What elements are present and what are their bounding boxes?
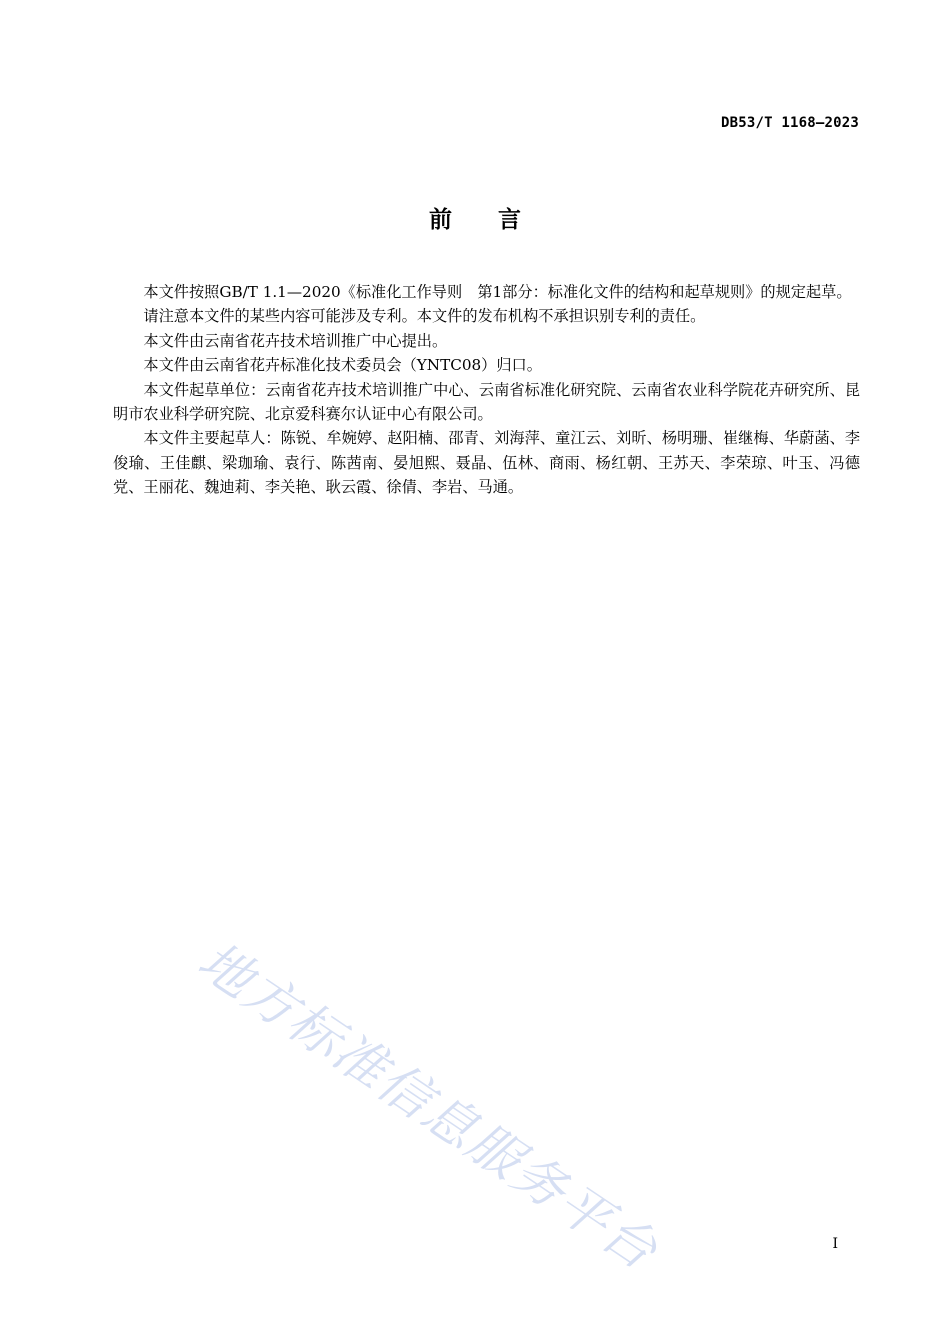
paragraph-drafters: 本文件主要起草人：陈锐、牟婉婷、赵阳楠、邵青、刘海萍、童江云、刘昕、杨明珊、崔继梅、华蔚菡、李俊瑜、王佳麒、梁珈瑜、袁行、陈茜南、晏旭熙、聂晶、伍林、商雨、杨红朝、王苏天、李荣琼、叶玉、冯德党、王丽花、魏迪莉、李关艳、耿云霞、徐倩、李岩、马通。 xyxy=(113,429,860,497)
paragraph-drafting-rules: 本文件按照GB/T 1.1—2020《标准化工作导则 第1部分：标准化文件的结构和起草规则》的规定起草。 xyxy=(143,283,852,301)
title-char-1: 前 xyxy=(429,207,452,233)
paragraph-committee: 本文件由云南省花卉标准化技术委员会（YNTC08）归口。 xyxy=(143,356,542,375)
page-title xyxy=(0,201,950,234)
watermark: 地方标准信息服务平台 xyxy=(187,930,669,1283)
page-number: I xyxy=(832,1236,838,1252)
foreword-body xyxy=(113,280,860,500)
title-char-2: 言 xyxy=(498,207,521,233)
document-code: DB53/T 1168—2023 xyxy=(720,115,859,131)
paragraph-patent-notice: 请注意本文件的某些内容可能涉及专利。本文件的发布机构不承担识别专利的责任。 xyxy=(143,307,706,326)
paragraph-proposer: 本文件由云南省花卉技术培训推广中心提出。 xyxy=(143,331,448,350)
paragraph-drafting-units: 本文件起草单位：云南省花卉技术培训推广中心、云南省标准化研究院、云南省农业科学院花卉研究所、昆明市农业科学研究院、北京爱科赛尔认证中心有限公司。 xyxy=(113,380,860,424)
